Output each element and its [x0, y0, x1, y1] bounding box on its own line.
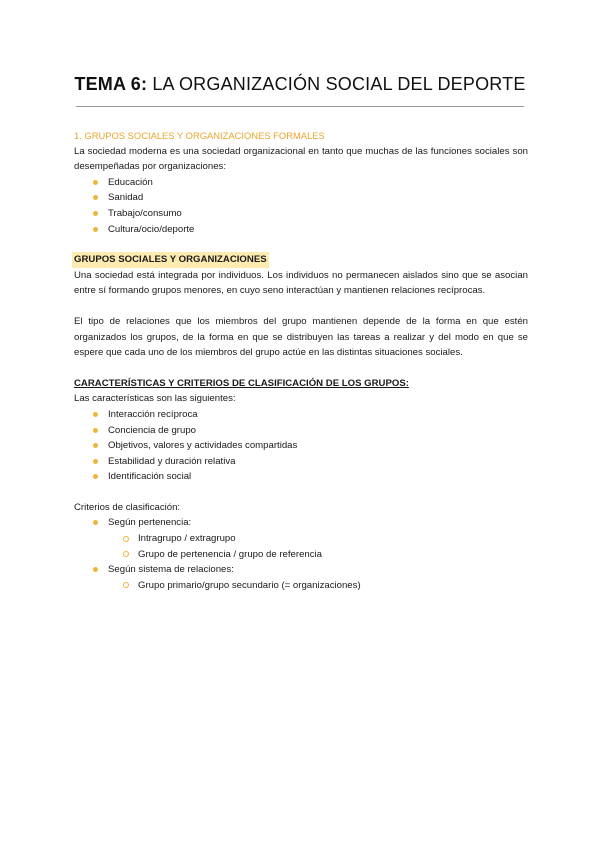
- characteristics-intro: Las características son las siguientes:: [74, 393, 236, 405]
- list-item: Estabilidad y duración relativa: [74, 454, 528, 470]
- criteria-label: Criterios de clasificación:: [74, 501, 181, 513]
- list-item: Trabajo/consumo: [74, 206, 528, 222]
- criteria-list: [74, 515, 528, 531]
- paragraph: Una sociedad está integrada por individuos. Los individuos no permanecen aislados sino que se asocian entre sí formando grupos menores, en cuyo seno interactúan y mantienen relaciones recíprocas.: [74, 269, 528, 297]
- functions-list: [74, 175, 528, 237]
- topic-number: TEMA 6:: [74, 74, 148, 94]
- section-heading-groups-formal: 1. GRUPOS SOCIALES Y ORGANIZACIONES FORMALES: [74, 130, 325, 141]
- section-heading-highlighted: GRUPOS SOCIALES Y ORGANIZACIONES: [72, 252, 269, 268]
- list-item: Identificación social: [74, 469, 528, 485]
- sub-list-item: Intragrupo / extragrupo: [74, 531, 528, 547]
- list-item: Cultura/ocio/deporte: [74, 222, 528, 238]
- sub-list-item: Grupo de pertenencia / grupo de referencia: [74, 547, 528, 563]
- criteria-list: [74, 562, 528, 578]
- document-body: [74, 128, 528, 593]
- criteria-sublist: [74, 578, 528, 594]
- criteria-item: [74, 562, 528, 578]
- page-title: [0, 74, 600, 95]
- title-divider: [76, 106, 524, 107]
- section-intro: La sociedad moderna es una sociedad organizacional en tanto que muchas de las funciones sociales son desempeñadas por organizaciones:: [74, 145, 528, 173]
- criteria-item-label: Según pertenencia:: [108, 517, 192, 529]
- paragraph: El tipo de relaciones que los miembros del grupo mantienen depende de la forma en que estén organizados los grupos, de la forma en que se distribuyen las tareas a realizar y del modo en que se espere que cada uno de los miembros del grupo actúe en las distintas situaciones sociales.: [74, 315, 528, 359]
- list-item: Sanidad: [74, 190, 528, 206]
- topic-title: LA ORGANIZACIÓN SOCIAL DEL DEPORTE: [152, 74, 526, 94]
- characteristics-list: [74, 407, 528, 485]
- section-heading-characteristics: CARACTERÍSTICAS Y CRITERIOS DE CLASIFICACIÓN DE LOS GRUPOS:: [74, 377, 409, 389]
- list-item: Objetivos, valores y actividades compartidas: [74, 438, 528, 454]
- list-item: Interacción recíproca: [74, 407, 528, 423]
- sub-list-item: Grupo primario/grupo secundario (= organizaciones): [74, 578, 528, 594]
- criteria-item: [74, 515, 528, 531]
- criteria-sublist: [74, 531, 528, 562]
- list-item: Educación: [74, 175, 528, 191]
- criteria-item-label: Según sistema de relaciones:: [108, 564, 234, 576]
- list-item: Conciencia de grupo: [74, 423, 528, 439]
